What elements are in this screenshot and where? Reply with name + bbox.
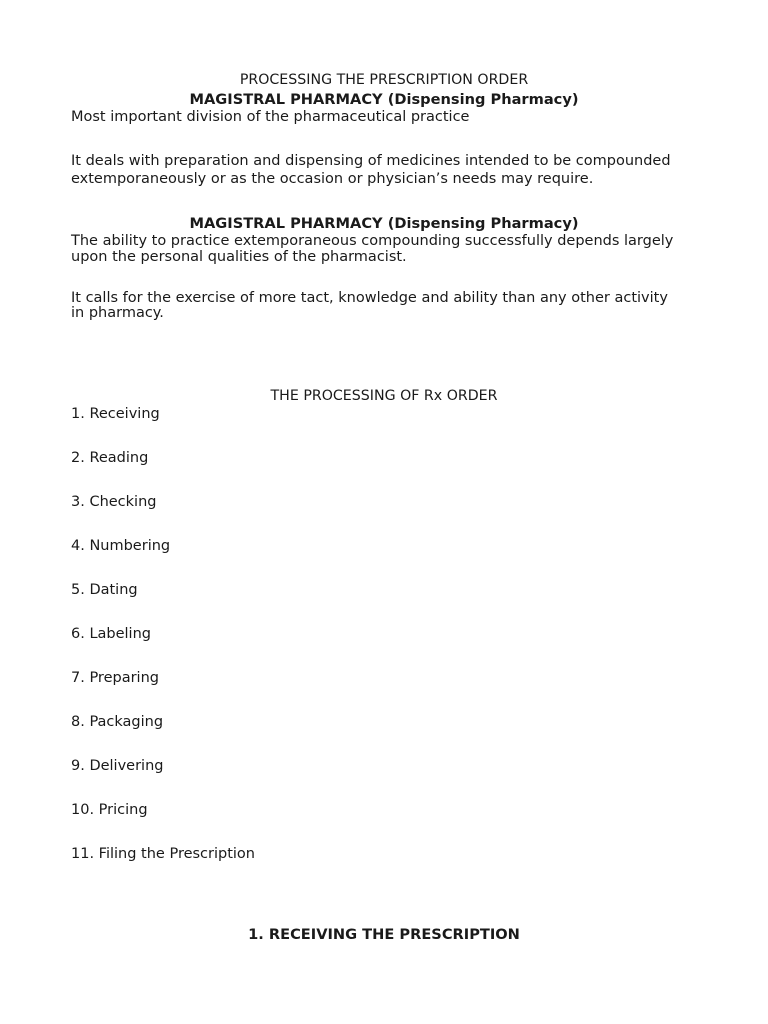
paragraph-1-line-1: It deals with preparation and dispensing of medicines intended to be compounded bbox=[71, 153, 671, 169]
list-title: THE PROCESSING OF Rx ORDER bbox=[270, 388, 498, 404]
intro-line: Most important division of the pharmaceutical practice bbox=[71, 109, 470, 125]
paragraph-3-line-2: in pharmacy. bbox=[71, 305, 164, 321]
list-item: 11. Filing the Prescription bbox=[71, 846, 255, 862]
heading-magistral-pharmacy-repeat: MAGISTRAL PHARMACY (Dispensing Pharmacy) bbox=[189, 215, 579, 232]
list-item: 2. Reading bbox=[71, 450, 149, 466]
list-item: 1. Receiving bbox=[71, 406, 160, 422]
list-item: 3. Checking bbox=[71, 494, 157, 510]
list-item: 8. Packaging bbox=[71, 714, 164, 730]
list-item: 6. Labeling bbox=[71, 626, 151, 642]
section-heading-receiving: 1. RECEIVING THE PRESCRIPTION bbox=[248, 926, 520, 943]
list-item: 4. Numbering bbox=[71, 538, 171, 554]
paragraph-3-line-1: It calls for the exercise of more tact, knowledge and ability than any other activity bbox=[71, 290, 668, 306]
list-item: 5. Dating bbox=[71, 582, 138, 598]
heading-magistral-pharmacy: MAGISTRAL PHARMACY (Dispensing Pharmacy) bbox=[189, 91, 579, 108]
document-title: PROCESSING THE PRESCRIPTION ORDER bbox=[239, 72, 529, 88]
list-item: 9. Delivering bbox=[71, 758, 164, 774]
list-item: 7. Preparing bbox=[71, 670, 159, 686]
paragraph-2-line-1: The ability to practice extemporaneous compounding successfully depends largely bbox=[71, 233, 674, 249]
paragraph-1-line-2: extemporaneously or as the occasion or physician’s needs may require. bbox=[71, 171, 594, 187]
list-item: 10. Pricing bbox=[71, 802, 148, 818]
paragraph-2-line-2: upon the personal qualities of the pharmacist. bbox=[71, 249, 407, 265]
